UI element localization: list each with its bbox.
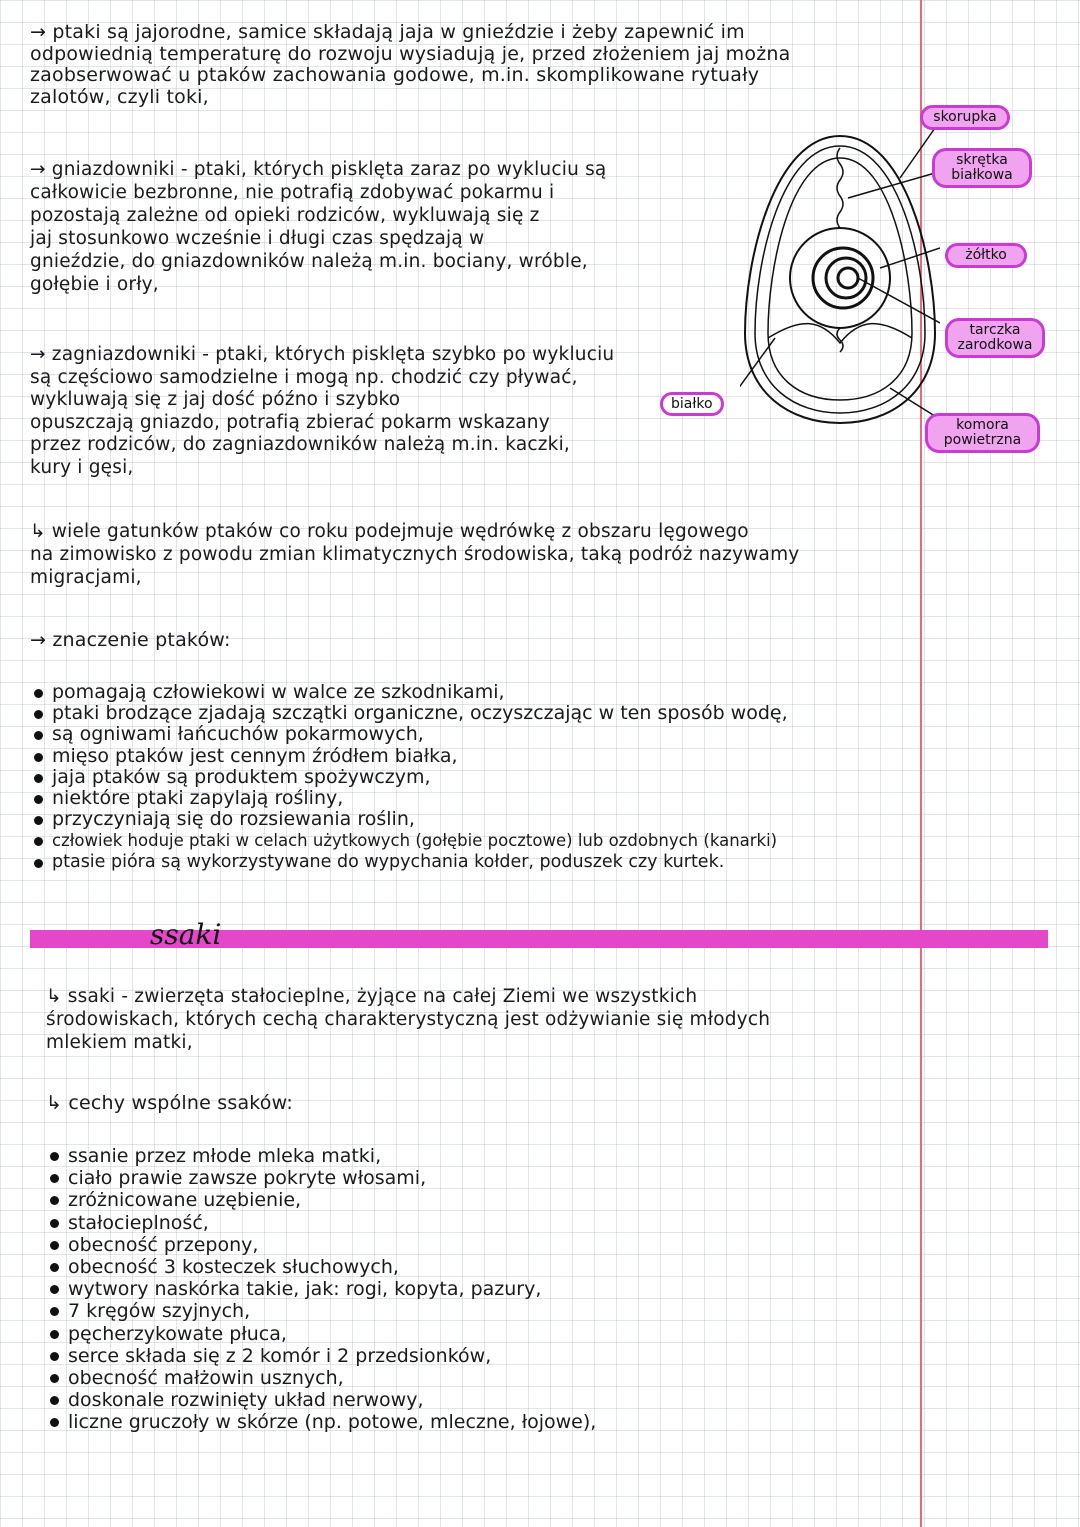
list-item: człowiek hoduje ptaki w celach użytkowych (gołębie pocztowe) lub ozdobnych (kanarki) [30,830,1060,851]
list-item: 7 kręgów szyjnych, [46,1300,946,1322]
list-item: są ogniwami łańcuchów pokarmowych, [30,724,1060,745]
list-item: doskonale rozwinięty układ nerwowy, [46,1389,946,1411]
text-line: mlekiem matki, [46,1032,193,1053]
text-line: gołębie i orły, [30,274,159,295]
list-item: mięso ptaków jest cennym źródłem białka, [30,746,1060,767]
egg-diagram [740,128,940,428]
text-line: wykluwają się z jaj dość późno i szybko [30,389,401,410]
list-item: niektóre ptaki zapylają rośliny, [30,788,1060,809]
nidicoles-paragraph [30,158,750,296]
text-line: pozostają zależne od opieki rodziców, wykluwają się z [30,205,540,226]
text-line: są częściowo samodzielne i mogą np. chodzić czy pływać, [30,366,578,388]
yolk-outer [790,228,890,328]
text-line: odpowiednią temperaturę do rozwoju wysiadują je, przed złożeniem jaj można [30,42,791,65]
text-line: jaj stosunkowo wcześnie i długi czas spędzają w [30,228,485,249]
migration-paragraph [30,520,1060,589]
label-yolk: żółtko [945,243,1027,268]
text-line: gnieździe, do gniazdowników należą m.in. bociany, wróble, [30,251,588,272]
label-shell: skorupka [920,105,1010,130]
section-title: ssaki [150,918,222,951]
pointer-chalaza [848,173,935,198]
list-item: przyczyniają się do rozsiewania roślin, [30,809,1060,830]
list-item: obecność małżowin usznych, [46,1367,946,1389]
text-line: kury i gęsi, [30,456,134,478]
features-heading: ↳ cechy wspólne ssaków: [46,1092,293,1114]
list-item: wytwory naskórka takie, jak: rogi, kopyta, pazury, [46,1278,946,1300]
list-item: ssanie przez młode mleka matki, [46,1145,946,1167]
intro-paragraph [30,22,1040,108]
list-item: ptasie pióra są wykorzystywane do wypychania kołder, poduszek czy kurtek. [30,852,1060,873]
pointer-disc [858,278,940,323]
features-list [46,1145,946,1434]
text-line: środowiskach, których cechą charakterystyczną jest odżywianie się młodych [46,1009,771,1030]
text-line: → gniazdowniki - ptaki, których pisklęta zaraz po wykluciu są [30,159,607,180]
list-item: ptaki brodzące zjadają szczątki organiczne, oczyszczając w ten sposób wodę, [30,703,1060,724]
list-item: pęcherzykowate płuca, [46,1323,946,1345]
text-line: → zagniazdowniki - ptaki, których pisklęta szybko po wykluciu [30,344,615,365]
text-line: ↳ ssaki - zwierzęta stałocieplne, żyjące na całej Ziemi we wszystkich [46,986,698,1007]
yolk-ring-2 [826,258,866,298]
text-line: przez rodziców, do zagniazdowników należą m.in. kaczki, [30,434,570,455]
list-item: jaja ptaków są produktem spożywczym, [30,767,1060,788]
list-item: ciało prawie zawsze pokryte włosami, [46,1167,946,1189]
label-germinal-disc: tarczka zarodkowa [945,318,1045,358]
text-line: zalotów, czyli toki, [30,85,209,108]
text-line: zaobserwować u ptaków zachowania godowe, m.in. skomplikowane rytuały [30,64,760,86]
list-item: obecność przepony, [46,1234,946,1256]
label-air-cell: komora powietrzna [925,413,1040,453]
text-line: całkowicie bezbronne, nie potrafią zdobywać pokarmu i [30,182,555,203]
chalaza-top [837,148,843,228]
yolk-ring-3 [838,268,858,288]
list-item: zróżnicowane uzębienie, [46,1189,946,1211]
pointer-shell [900,128,935,178]
list-item: obecność 3 kosteczek słuchowych, [46,1256,946,1278]
mammals-definition [46,985,1046,1054]
list-item: serce składa się z 2 komór i 2 przedsionków, [46,1345,946,1367]
pointer-yolk [880,248,940,268]
egg-inner-membrane [755,146,925,413]
text-line: opuszczają gniazdo, potrafią zbierać pokarm wskazany [30,411,550,433]
text-line: na zimowisko z powodu zmian klimatycznych środowiska, taką podróż nazywamy [30,544,800,565]
text-line: ↳ wiele gatunków ptaków co roku podejmuje wędrówkę z obszaru lęgowego [30,521,749,542]
list-item: liczne gruczoły w skórze (np. potowe, mleczne, łojowe), [46,1411,946,1433]
importance-heading: → znaczenie ptaków: [30,629,231,651]
list-item: stałocieplność, [46,1212,946,1234]
nidifuges-paragraph [30,344,750,479]
list-item: pomagają człowiekowi w walce ze szkodnikami, [30,682,1060,703]
label-chalaza: skrętka białkowa [932,148,1032,188]
label-albumen: białko [660,392,724,416]
text-line: migracjami, [30,567,142,588]
importance-list [30,682,1060,873]
text-line: → ptaki są jajorodne, samice składają jaja w gnieździe i żeby zapewnić im [30,21,745,43]
